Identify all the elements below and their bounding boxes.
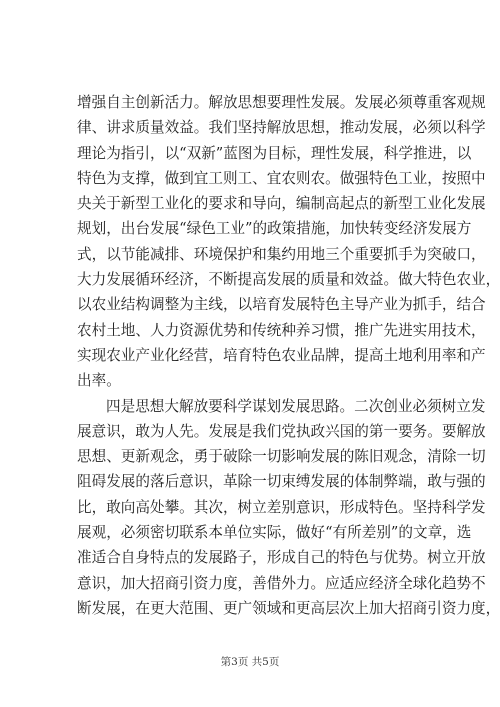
body-text xyxy=(77,90,500,621)
text-line: 比，敢向高处攀。其次，树立差别意识，形成特色。坚持科学发 xyxy=(77,498,486,516)
page-footer xyxy=(0,655,500,669)
paragraph-first-line: 四是思想大解放要科学谋划发展思路。二次创业必须树立发 xyxy=(106,397,486,415)
text-line: 式，以节能减排、环境保护和集约用地三个重要抓手为突破口， xyxy=(77,245,486,263)
text-line: 央关于新型工业化的要求和导向，编制高起点的新型工业化发展 xyxy=(77,195,486,213)
text-line: 实现农业产业化经营，培育特色农业品牌，提高土地利用率和产 xyxy=(77,346,486,364)
text-line: 增强自主创新活力。解放思想要理性发展。发展必须尊重客观规 xyxy=(77,94,486,111)
text-line: 律、讲求质量效益。我们坚持解放思想，推动发展，必须以科学 xyxy=(77,119,486,137)
text-line: 特色为支撑，做到宜工则工、宜农则农。做强特色工业，按照中 xyxy=(77,169,486,187)
text-line: 理论为指引，以“双新”蓝图为目标，理性发展，科学推进，以 xyxy=(77,144,472,162)
text-line: 展意识，敢为人先。发展是我们党执政兴国的第一要务。要解放 xyxy=(77,422,486,440)
text-line: 思想、更新观念，勇于破除一切影响发展的陈旧观念，清除一切 xyxy=(77,448,486,466)
text-line: 展观，必须密切联系本单位实际，做好“有所差别”的文章，选 xyxy=(77,524,472,542)
text-line: 准适合自身特点的发展路子，形成自己的特色与优势。树立开放 xyxy=(77,549,486,567)
text-line: 出率。 xyxy=(77,372,121,390)
text-line: 断发展，在更大范围、更广领域和更高层次上加大招商引资力度， xyxy=(77,599,500,617)
page-number-label: 第3页 共5页 xyxy=(220,656,280,668)
text-line: 大力发展循环经济，不断提高发展的质量和效益。做大特色农业， xyxy=(77,271,500,289)
text-line: 农村土地、人力资源优势和传统种养习惯，推广先进实用技术， xyxy=(77,321,486,339)
text-line: 意识，加大招商引资力度，善借外力。应适应经济全球化趋势不 xyxy=(77,574,486,592)
text-line: 阻碍发展的落后意识，革除一切束缚发展的体制弊端，敢与强的 xyxy=(77,473,486,491)
text-line: 以农业结构调整为主线，以培育发展特色主导产业为抓手，结合 xyxy=(77,296,486,314)
text-line: 规划，出台发展“绿色工业”的政策措施，加快转变经济发展方 xyxy=(77,220,472,238)
